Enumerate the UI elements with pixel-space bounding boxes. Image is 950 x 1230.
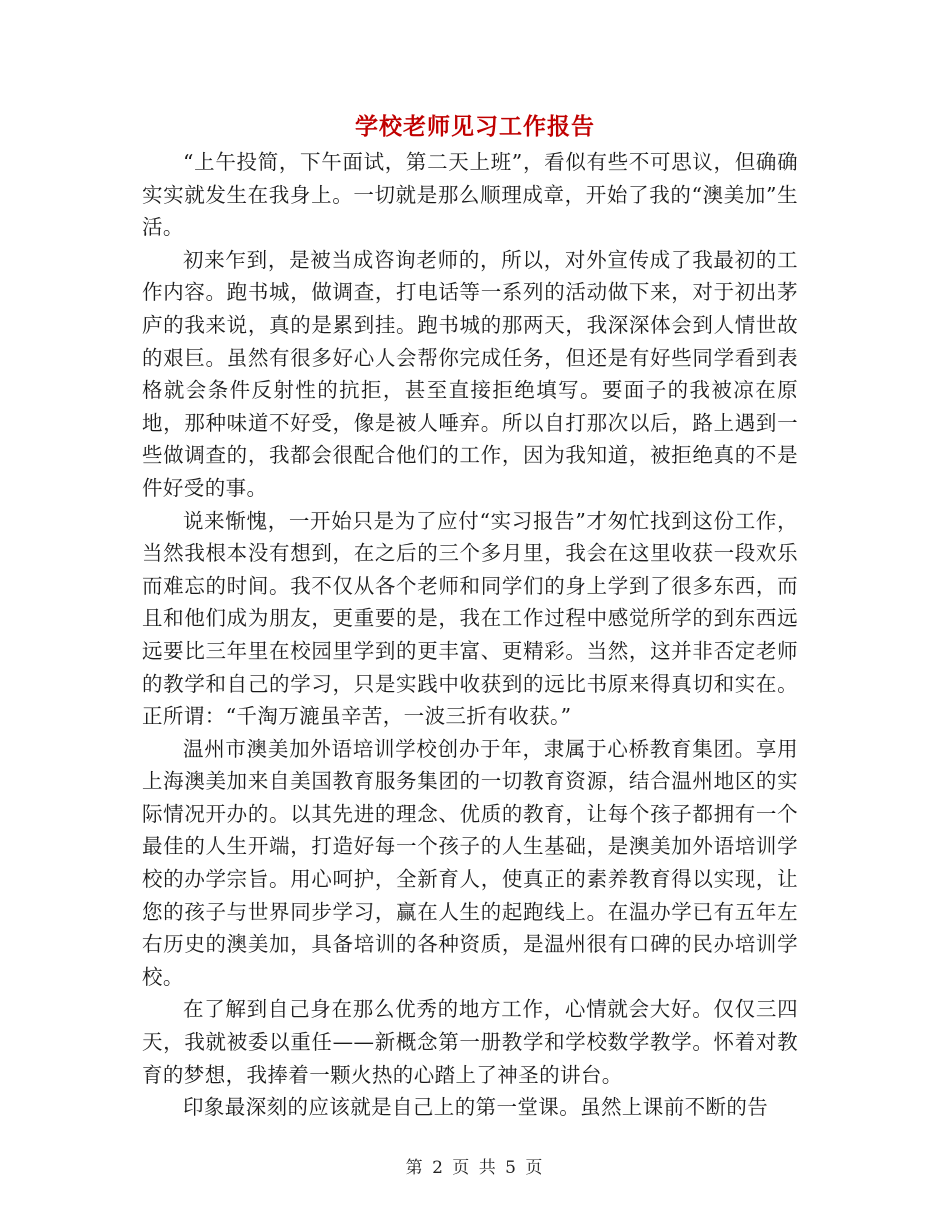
paragraph-6: 印象最深刻的应该就是自己上的第一堂课。虽然上课前不断的告 bbox=[183, 1095, 769, 1120]
paragraph-1: “上午投简，下午面试，第二天上班”，看似有些不可思议，但确确实实就发生在我身上。一切就是那么顺理成章，开始了我的“澳美加”生活。 bbox=[142, 150, 798, 240]
document-title: 学校老师见习工作报告 bbox=[355, 114, 595, 140]
paragraph-5: 在了解到自己身在那么优秀的地方工作，心情就会大好。仅仅三四天，我就被委以重任——新概念第一册教学和学校数学教学。怀着对教育的梦想，我捧着一颗火热的心踏上了神圣的讲台。 bbox=[142, 997, 798, 1087]
paragraph-3: 说来惭愧，一开始只是为了应付“实习报告”才匆忙找到这份工作，当然我根本没有想到，在之后的三个多月里，我会在这里收获一段欢乐而难忘的时间。我不仅从各个老师和同学们的身上学到了很多东西，而且和他们成为朋友，更重要的是，我在工作过程中感觉所学的到东西远远要比三年里在校园里学到的更丰富、更精彩。当然，这并非否定老师的教学和自己的学习，只是实践中收获到的远比书原来得真切和实在。正所谓：“千淘万漉虽辛苦，一波三折有收获。” bbox=[142, 508, 798, 729]
document-body bbox=[142, 146, 798, 1124]
paragraph-4: 温州市澳美加外语培训学校创办于年，隶属于心桥教育集团。享用上海澳美加来自美国教育服务集团的一切教育资源，结合温州地区的实际情况开办的。以其先进的理念、优质的教育，让每个孩子都拥有一个最佳的人生开端，打造好每一个孩子的人生基础，是澳美加外语培训学校的办学宗旨。用心呵护，全新育人，使真正的素养教育得以实现，让您的孩子与世界同步学习，赢在人生的起跑线上。在温办学已有五年左右历史的澳美加，具备培训的各种资质，是温州很有口碑的民办培训学校。 bbox=[142, 736, 798, 989]
page-number-footer: 第 2 页 共 5 页 bbox=[405, 1158, 545, 1178]
paragraph-2: 初来乍到，是被当成咨询老师的，所以，对外宣传成了我最初的工作内容。跑书城，做调查，打电话等一系列的活动做下来，对于初出茅庐的我来说，真的是累到挂。跑书城的那两天，我深深体会到人情世故的艰巨。虽然有很多好心人会帮你完成任务，但还是有好些同学看到表格就会条件反射性的抗拒，甚至直接拒绝填写。要面子的我被凉在原地，那种味道不好受，像是被人唾弃。所以自打那次以后，路上遇到一些做调查的，我都会很配合他们的工作，因为我知道，被拒绝真的不是件好受的事。 bbox=[142, 247, 798, 500]
